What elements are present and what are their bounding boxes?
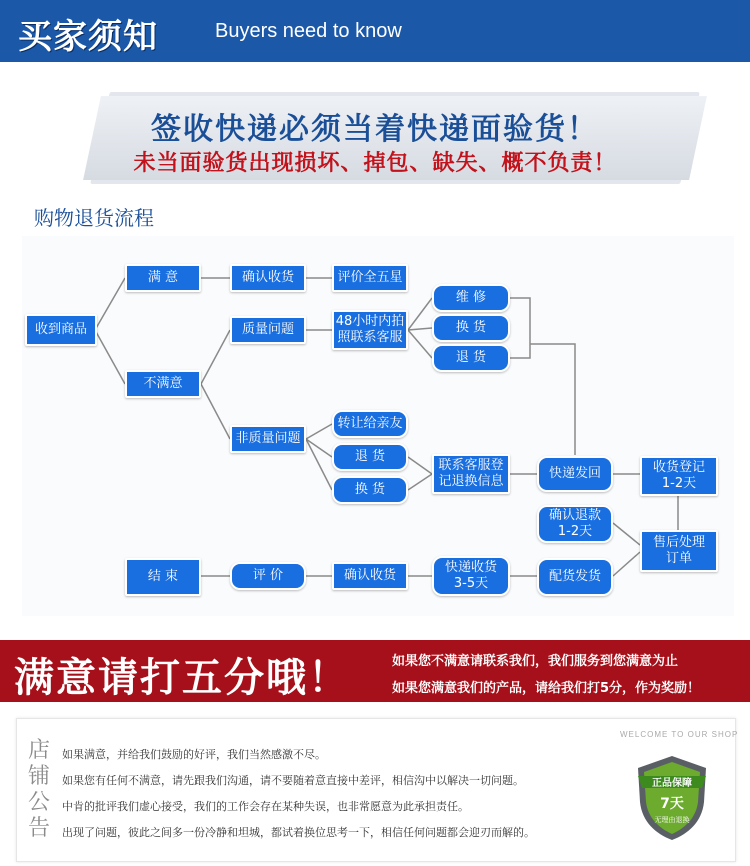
connector-unsat-quality — [201, 330, 230, 384]
badge-bottom-text: 无理由退换 — [654, 816, 690, 824]
shop-notice-panel — [16, 718, 739, 862]
connector-nonq-transfer — [306, 424, 332, 439]
connector-return-contact — [408, 457, 432, 474]
rating-banner-title: 满意请打五分哦！ — [14, 655, 350, 701]
connector-exchange-contact — [408, 474, 432, 490]
node-contact-48h: 48小时内拍 照联系客服 — [332, 310, 408, 350]
connector-receive-unsatisfied — [95, 330, 125, 384]
notice-line-2: 如果您有任何不满意，请先跟我们沟通，请不要随着意直接中差评，相信沟中以解决一切问题。 — [62, 774, 524, 787]
connector-contact-exchange — [408, 328, 432, 330]
node-ship-back: 快递发回 — [537, 456, 613, 492]
node-receive: 收到商品 — [25, 314, 97, 346]
rating-banner-line-1: 如果您不满意请联系我们，我们服务到您满意为止 — [392, 654, 679, 669]
header-title-en: Buyers need to know — [215, 20, 402, 42]
welcome-text: WELCOME TO OUR SHOP — [620, 730, 739, 739]
connector-receive-satisfied — [95, 278, 125, 330]
connector-refund-aftersale — [613, 523, 640, 545]
node-quality-issue: 质量问题 — [230, 316, 306, 344]
node-delivery: 快递收货 3-5天 — [432, 556, 510, 596]
header-title-cn: 买家须知 — [18, 17, 158, 57]
node-return-2: 退 货 — [332, 443, 408, 471]
warning-line-2: 未当面验货出现损坏、掉包、缺失、概不负责！ — [133, 151, 617, 176]
node-exchange-1: 换 货 — [432, 314, 510, 342]
rating-banner-line-2: 如果您满意我们的产品，请给我们打5分，作为奖励！ — [392, 681, 701, 696]
node-prepare-ship: 配货发货 — [537, 558, 613, 596]
node-non-quality: 非质量问题 — [230, 425, 306, 453]
badge-top-text: 正品保障 — [652, 778, 692, 789]
notice-line-4: 出现了问题，彼此之间多一份冷静和坦城，都试着换位思考一下，相信任何问题都会迎刃而解的。 — [62, 826, 535, 839]
notice-line-3: 中肯的批评我们虚心接受，我们的工作会存在某种失误，也非常愿意为此承担责任。 — [62, 800, 469, 813]
connector-nonq-exchange — [306, 439, 332, 490]
notice-line-1: 如果满意，并给我们鼓励的好评，我们当然感激不尽。 — [62, 748, 326, 761]
connector-contact-repair — [408, 298, 432, 330]
node-return-register: 收货登记 1-2天 — [640, 456, 718, 496]
node-return-1: 退 货 — [432, 344, 510, 372]
connector-prepare-aftersale — [613, 552, 640, 576]
node-after-sale: 售后处理 订单 — [640, 530, 718, 572]
shield-badge-icon — [632, 752, 712, 842]
node-confirm-receipt: 确认收货 — [230, 264, 306, 292]
node-exchange-2: 换 货 — [332, 476, 408, 504]
connector-unsat-nonquality — [201, 384, 230, 439]
node-end: 结 束 — [125, 558, 201, 596]
connector-quality-to-ship — [530, 344, 575, 455]
shop-notice-title: 店铺公告 — [28, 738, 51, 841]
warning-line-1: 签收快递必须当着快递面验货！ — [151, 112, 599, 147]
node-confirm-refund: 确认退款 1-2天 — [537, 505, 613, 543]
node-confirm-receipt-2: 确认收货 — [332, 562, 408, 590]
node-five-star: 评价全五星 — [332, 264, 408, 292]
node-transfer: 转让给亲友 — [332, 410, 408, 438]
badge-days-text: 7天 — [660, 796, 684, 812]
flow-title: 购物退货流程 — [34, 206, 154, 230]
node-unsatisfied: 不满意 — [125, 370, 201, 398]
node-repair: 维 修 — [432, 284, 510, 312]
node-review: 评 价 — [230, 562, 306, 590]
node-contact-register: 联系客服登 记退换信息 — [432, 454, 510, 494]
connector-quality-group-bracket — [510, 298, 530, 358]
connector-contact-return — [408, 330, 432, 358]
node-satisfied: 满 意 — [125, 264, 201, 292]
